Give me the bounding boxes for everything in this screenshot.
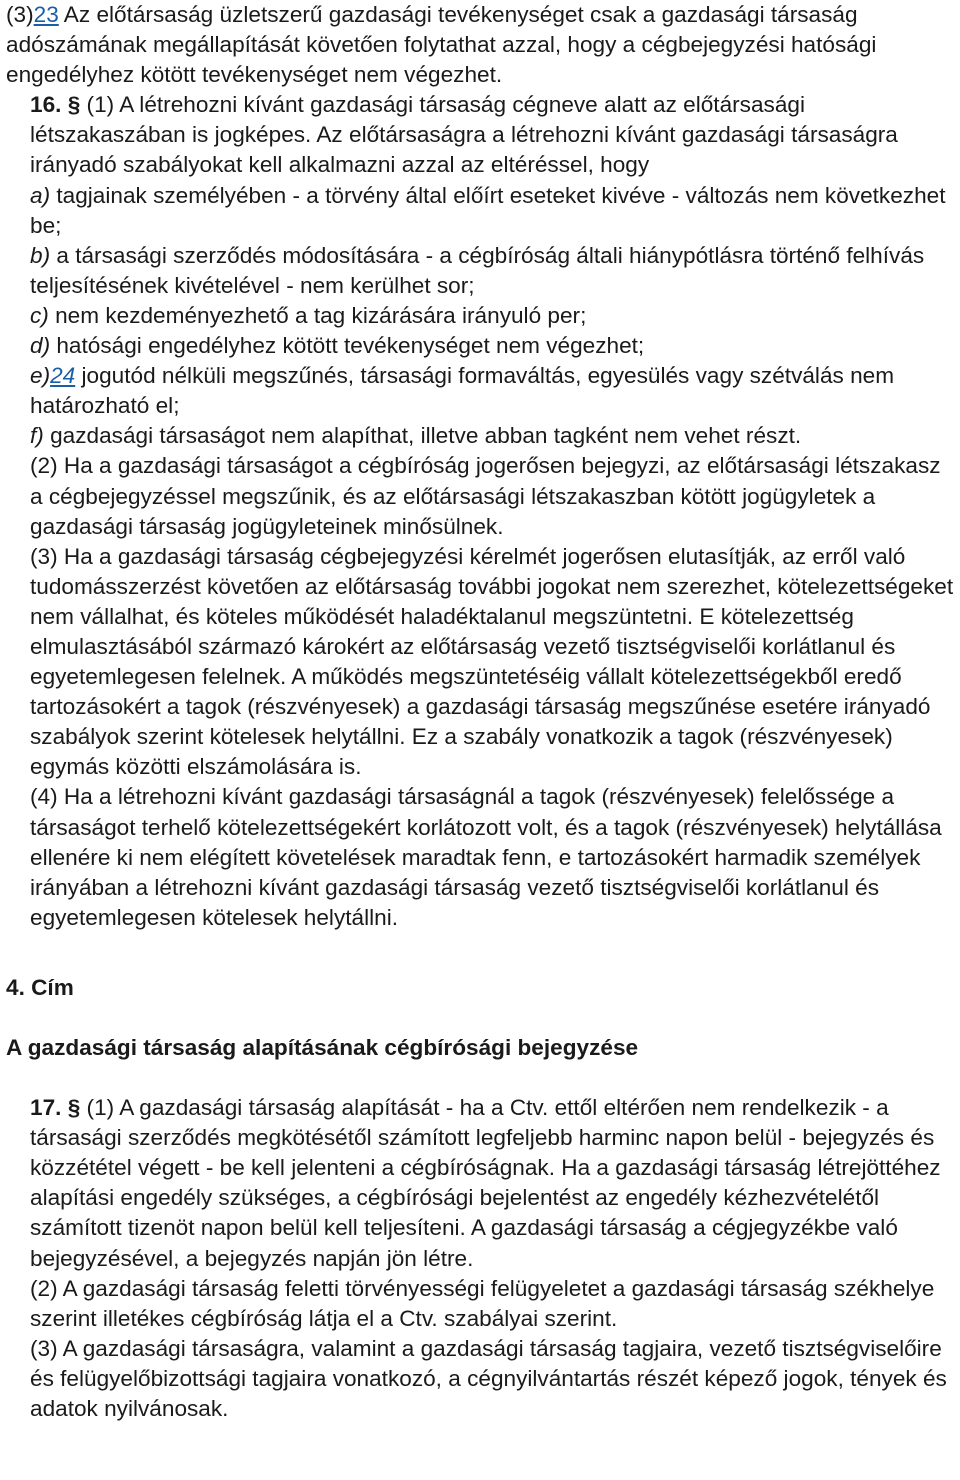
section-symbol: § [67, 1095, 81, 1121]
item-text: tagjainak személyében - a törvény által előírt eseteket kivéve - változás nem következhet be; [30, 182, 946, 238]
paragraph-number: (3) [6, 2, 34, 27]
item-letter: b) [30, 242, 51, 268]
section-17-paragraph-3: (3) A gazdasági társaságra, valamint a gazdasági társaság tagjaira, vezető tisztségviselőire és felügyelőbizottsági tagjaira vonatkozó, a cégnyilvántartás részét képező jogok, tények és adatok nyilvánosak. [30, 1335, 947, 1422]
document-body [6, 0, 958, 1424]
item-letter: a) [30, 182, 51, 208]
item-text: hatósági engedélyhez kötött tevékenységet nem végezhet; [50, 333, 645, 359]
section-17-paragraph-1 [6, 1093, 958, 1274]
paragraph-16-3-intro [6, 0, 958, 90]
section-16-paragraph-4: (4) Ha a létrehozni kívánt gazdasági társaságnál a tagok (részvényesek) felelőssége a társaságot terhelő kötelezettségekért korlátozott volt, és a tagok (részvényesek) helytállása ellenére ki nem elégített követelések maradtak fenn, e tartozásokért harmadik személyek irányában a létrehozni kívánt gazdasági társaság vezető tisztségviselői korlátlanul és egyetemlegesen kötelesek helytállni. [30, 784, 942, 930]
footnote-link-23[interactable]: 23 [33, 2, 59, 27]
paragraph-text: Az előtársaság üzletszerű gazdasági tevékenységet csak a gazdasági társaság adószámának megállapítását követően folytathat azzal, hogy a cégbejegyzési hatósági engedélyhez kötött tevékenységet nem végezhet. [6, 2, 877, 88]
list-item-b [6, 241, 958, 301]
section-number: 17. [30, 1095, 62, 1121]
paragraph-text: (1) A létrehozni kívánt gazdasági társaság cégneve alatt az előtársasági létszakaszában is jogképes. Az előtársaságra a létrehozni kívánt gazdasági társaságra irányadó szabályokat kell alkalmazni azzal az eltéréssel, hogy [30, 92, 898, 178]
section-16-paragraph-3: (3) Ha a gazdasági társaság cégbejegyzési kérelmét jogerősen elutasítják, az erről való tudomásszerzést követően az előtársaság további jogokat nem szerezhet, kötelezettségeket nem vállalhat, és köteles működését haladéktalanul megszüntetni. E kötelezettség elmulasztásából származó károkért az előtársaság vezető tisztségviselői korlátlanul és egyetemlegesen felelnek. A működés megszüntetéséig vállalt kötelezettségekből eredő tartozásokért a tagok (részvényesek) a gazdasági társaság megszűnése esetére irányadó szabályok szerint kötelesek helytállni. Ez a szabály vonatkozik a tagok (részvényesek) egymás közötti elszámolására is. [30, 543, 954, 780]
item-letter: c) [30, 302, 49, 328]
item-text: jogutód nélküli megszűnés, társasági formaváltás, egyesülés vagy szétválás nem határozható el; [30, 363, 895, 419]
item-letter: e) [30, 363, 51, 389]
item-text: nem kezdeményezhető a tag kizárására irányuló per; [48, 302, 587, 328]
item-letter: f) [30, 423, 44, 449]
section-16-paragraph-1 [6, 90, 958, 180]
item-text: a társasági szerződés módosítására - a cégbíróság általi hiánypótlásra történő felhívás teljesítésének kivételével - nem kerülhet sor; [30, 242, 925, 298]
section-16-paragraph-2: (2) Ha a gazdasági társaságot a cégbíróság jogerősen bejegyzi, az előtársasági létszakasz a cégbejegyzéssel megszűnik, és az előtársasági létszakaszban kötött jogügyletek a gazdasági társaság jogügyleteinek minősülnek. [30, 453, 941, 539]
paragraph-text: (1) A gazdasági társaság alapítását - ha a Ctv. ettől eltérően nem rendelkezik - a társasági szerződés megkötésétől számított legfeljebb harminc napon belül - bejegyzés és közzététel végett - be kell jelenteni a cégbíróságnak. Ha a gazdasági társaság létrejöttéhez alapítási engedély szükséges, a cégbírósági bejelentést az engedély kézhezvételétől számított tizenöt napon belül kell teljesíteni. A gazdasági társaság a cégjegyzékbe való bejegyzésével, a bejegyzés napján jön létre. [30, 1095, 941, 1271]
item-letter: d) [30, 333, 51, 359]
list-item-c [6, 301, 958, 331]
chapter-title: A gazdasági társaság alapításának cégbírósági bejegyzése [6, 1035, 639, 1060]
section-number: 16. [30, 92, 62, 118]
list-item-f [6, 421, 958, 451]
list-item-e [6, 361, 958, 421]
list-item-a [6, 181, 958, 241]
footnote-link-24[interactable]: 24 [50, 363, 76, 389]
list-item-d [6, 331, 958, 361]
chapter-label: 4. Cím [6, 974, 74, 1000]
item-text: gazdasági társaságot nem alapíthat, illetve abban tagként nem vehet részt. [43, 423, 802, 449]
section-17-paragraph-2: (2) A gazdasági társaság feletti törvényességi felügyeletet a gazdasági társaság székhelye szerint illetékes cégbíróság látja el a Ctv. szabályai szerint. [30, 1275, 935, 1331]
section-symbol: § [67, 92, 81, 118]
